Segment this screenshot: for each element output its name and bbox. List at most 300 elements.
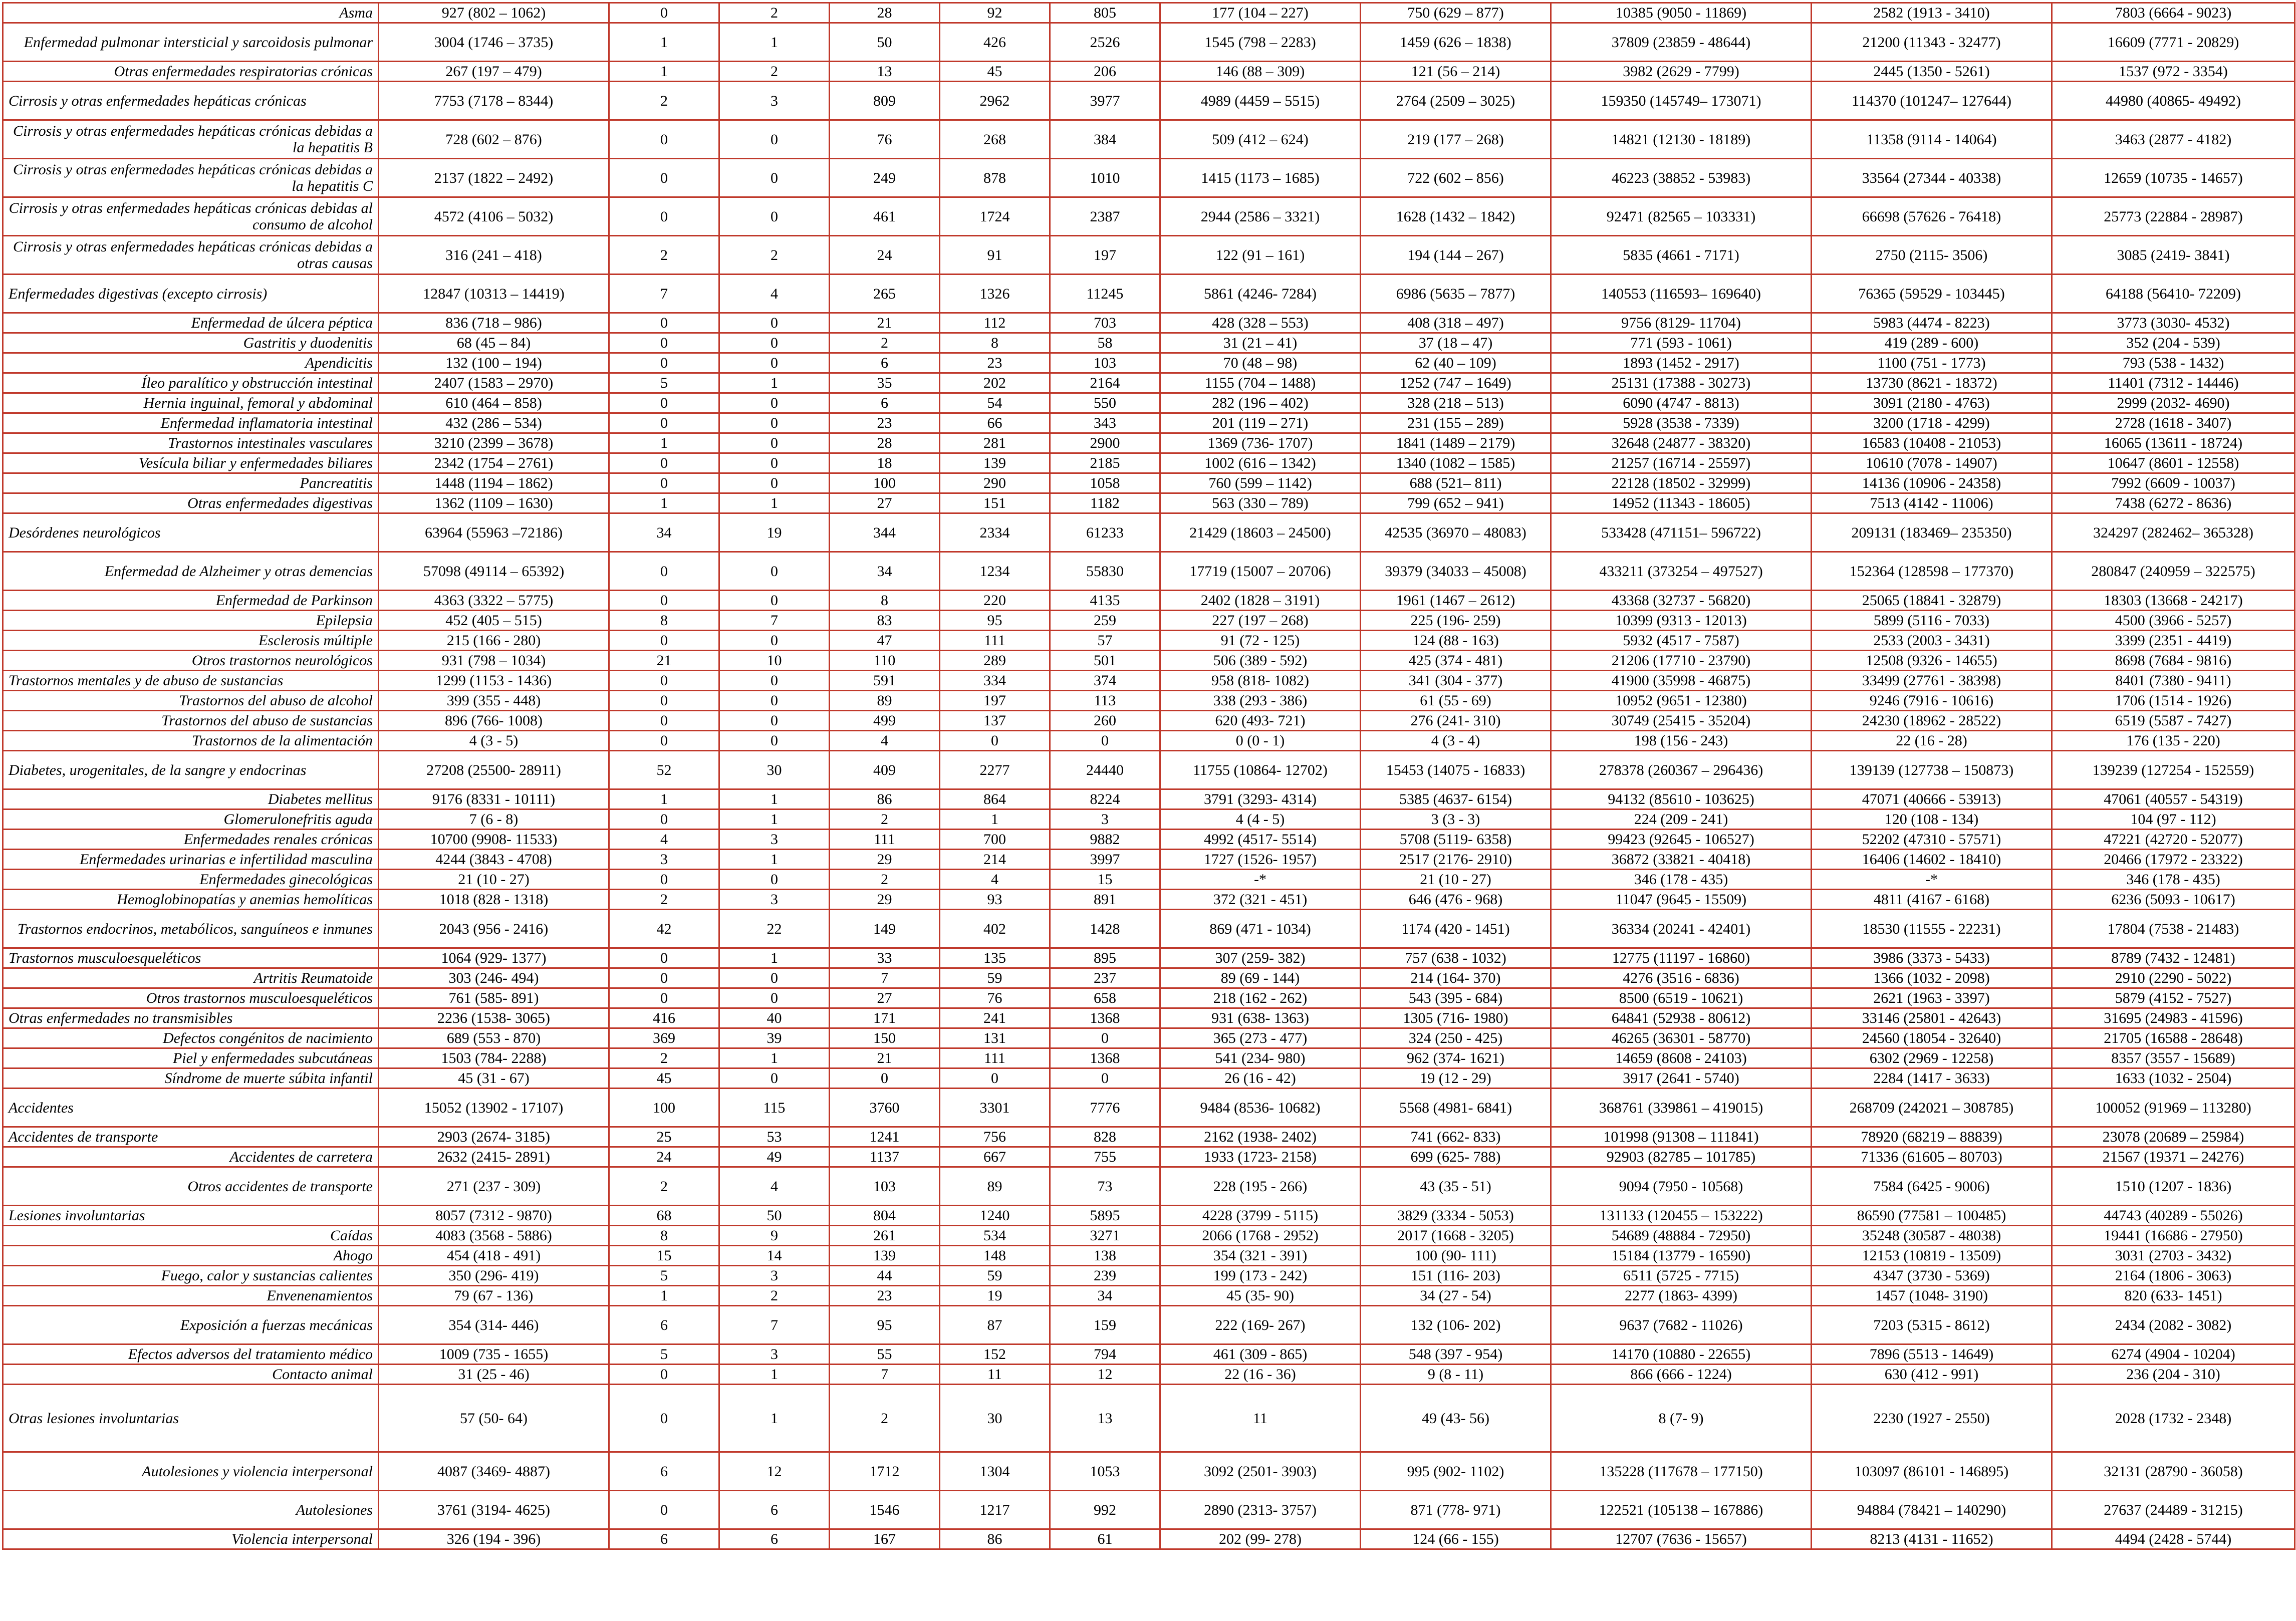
value-cell: 22 (16 - 36)	[1160, 1365, 1361, 1385]
value-cell: 46223 (38852 - 53983)	[1551, 159, 1812, 197]
value-cell: 563 (330 – 789)	[1160, 493, 1361, 513]
value-cell: 94132 (85610 - 103625)	[1551, 789, 1812, 809]
value-cell: 2750 (2115- 3506)	[1812, 236, 2052, 275]
value-cell: 12775 (11197 - 16860)	[1551, 948, 1812, 968]
row-label-cell: Diabetes, urogenitales, de la sangre y endocrinas	[3, 751, 379, 789]
value-cell: 29	[830, 850, 940, 870]
value-cell: 27637 (24489 - 31215)	[2052, 1491, 2295, 1529]
value-cell: 1002 (616 – 1342)	[1160, 453, 1361, 473]
value-cell: -*	[1160, 870, 1361, 890]
value-cell: 0	[609, 691, 719, 711]
row-label-cell: Fuego, calor y sustancias calientes	[3, 1266, 379, 1286]
value-cell: 21257 (16714 - 25597)	[1551, 453, 1812, 473]
value-cell: 688 (521– 811)	[1361, 473, 1551, 493]
value-cell: 57 (50- 64)	[379, 1385, 609, 1452]
value-cell: 201 (119 – 271)	[1160, 413, 1361, 433]
value-cell: 225 (196- 259)	[1361, 611, 1551, 631]
value-cell: 42535 (36970 – 48083)	[1361, 513, 1551, 552]
value-cell: 328 (218 – 513)	[1361, 393, 1551, 413]
table-row	[3, 1048, 2295, 1068]
row-label-cell: Piel y enfermedades subcutáneas	[3, 1048, 379, 1068]
row-label-cell: Envenenamientos	[3, 1286, 379, 1306]
value-cell: 95	[830, 1306, 940, 1344]
table-row	[3, 988, 2295, 1008]
value-cell: 3982 (2629 - 7799)	[1551, 62, 1812, 82]
value-cell: 3301	[940, 1089, 1050, 1127]
value-cell: 100052 (91969 – 113280)	[2052, 1089, 2295, 1127]
table-row	[3, 413, 2295, 433]
table-row	[3, 1385, 2295, 1452]
value-cell: 278378 (260367 – 296436)	[1551, 751, 1812, 789]
value-cell: 76365 (59529 - 103445)	[1812, 275, 2052, 313]
value-cell: 646 (476 - 968)	[1361, 890, 1551, 910]
value-cell: 5708 (5119- 6358)	[1361, 830, 1551, 850]
value-cell: 452 (405 – 515)	[379, 611, 609, 631]
value-cell: 131	[940, 1028, 1050, 1048]
value-cell: 100 (90- 111)	[1361, 1246, 1551, 1266]
data-table-sheet	[2, 2, 2294, 1619]
value-cell: 1724	[940, 197, 1050, 236]
value-cell: 334	[940, 671, 1050, 691]
value-cell: 0	[719, 591, 830, 611]
value-cell: 0	[609, 1491, 719, 1529]
value-cell: 4	[719, 1167, 830, 1206]
row-label-cell: Íleo paralítico y obstrucción intestinal	[3, 373, 379, 393]
value-cell: 866 (666 - 1224)	[1551, 1365, 1812, 1385]
value-cell: 3092 (2501- 3903)	[1160, 1452, 1361, 1491]
value-cell: 658	[1050, 988, 1160, 1008]
value-cell: 276 (241- 310)	[1361, 711, 1551, 731]
row-label-cell: Exposición a fuerzas mecánicas	[3, 1306, 379, 1344]
row-label-cell: Trastornos endocrinos, metabólicos, sanguíneos e inmunes	[3, 910, 379, 948]
value-cell: 2028 (1732 - 2348)	[2052, 1385, 2295, 1452]
value-cell: 9094 (7950 - 10568)	[1551, 1167, 1812, 1206]
value-cell: 64188 (56410- 72209)	[2052, 275, 2295, 313]
value-cell: 47071 (40666 - 53913)	[1812, 789, 2052, 809]
value-cell: 2277 (1863- 4399)	[1551, 1286, 1812, 1306]
value-cell: 26 (16 - 42)	[1160, 1068, 1361, 1089]
value-cell: 73	[1050, 1167, 1160, 1206]
value-cell: 1448 (1194 – 1862)	[379, 473, 609, 493]
value-cell: 2017 (1668 - 3205)	[1361, 1226, 1551, 1246]
value-cell: 0	[719, 552, 830, 591]
value-cell: 49 (43- 56)	[1361, 1385, 1551, 1452]
value-cell: 722 (602 – 856)	[1361, 159, 1551, 197]
value-cell: 231 (155 – 289)	[1361, 413, 1551, 433]
value-cell: 4	[940, 870, 1050, 890]
value-cell: 6	[719, 1491, 830, 1529]
value-cell: 6	[609, 1529, 719, 1549]
value-cell: 197	[940, 691, 1050, 711]
value-cell: 2	[830, 1385, 940, 1452]
value-cell: 1368	[1050, 1048, 1160, 1068]
value-cell: 2533 (2003 - 3431)	[1812, 631, 2052, 651]
value-cell: 11358 (9114 - 14064)	[1812, 120, 2052, 159]
value-cell: 2	[830, 333, 940, 353]
value-cell: 1841 (1489 – 2179)	[1361, 433, 1551, 453]
value-cell: 214	[940, 850, 1050, 870]
value-cell: 541 (234- 980)	[1160, 1048, 1361, 1068]
row-label-cell: Enfermedad de Alzheimer y otras demencias	[3, 552, 379, 591]
value-cell: 324297 (282462– 365328)	[2052, 513, 2295, 552]
value-cell: 3004 (1746 – 3735)	[379, 23, 609, 62]
value-cell: 52202 (47310 - 57571)	[1812, 830, 2052, 850]
value-cell: 432 (286 – 534)	[379, 413, 609, 433]
value-cell: 369	[609, 1028, 719, 1048]
row-label-cell: Accidentes de transporte	[3, 1127, 379, 1147]
value-cell: 794	[1050, 1344, 1160, 1365]
value-cell: 25065 (18841 - 32879)	[1812, 591, 2052, 611]
value-cell: 2632 (2415- 2891)	[379, 1147, 609, 1167]
table-row	[3, 373, 2295, 393]
value-cell: 6	[609, 1306, 719, 1344]
value-cell: 21	[830, 313, 940, 333]
value-cell: 3	[719, 82, 830, 120]
value-cell: 1893 (1452 - 2917)	[1551, 353, 1812, 373]
value-cell: 0	[719, 353, 830, 373]
value-cell: 7584 (6425 - 9006)	[1812, 1167, 2052, 1206]
value-cell: 2334	[940, 513, 1050, 552]
value-cell: 4244 (3843 - 4708)	[379, 850, 609, 870]
value-cell: 0	[609, 197, 719, 236]
value-cell: 1366 (1032 - 2098)	[1812, 968, 2052, 988]
value-cell: 31695 (24983 - 41596)	[2052, 1008, 2295, 1028]
value-cell: 151 (116- 203)	[1361, 1266, 1551, 1286]
value-cell: 0	[609, 413, 719, 433]
value-cell: 820 (633- 1451)	[2052, 1286, 2295, 1306]
value-cell: 148	[940, 1246, 1050, 1266]
value-cell: 79 (67 - 136)	[379, 1286, 609, 1306]
value-cell: 15	[1050, 870, 1160, 890]
value-cell: 303 (246- 494)	[379, 968, 609, 988]
value-cell: 34	[1050, 1286, 1160, 1306]
value-cell: 21 (10 - 27)	[1361, 870, 1551, 890]
value-cell: 343	[1050, 413, 1160, 433]
value-cell: 159350 (145749– 173071)	[1551, 82, 1812, 120]
value-cell: 2284 (1417 - 3633)	[1812, 1068, 2052, 1089]
value-cell: 40	[719, 1008, 830, 1028]
value-cell: 7753 (7178 – 8344)	[379, 82, 609, 120]
value-cell: 4	[609, 830, 719, 850]
value-cell: 4228 (3799 - 5115)	[1160, 1206, 1361, 1226]
value-cell: 15453 (14075 - 16833)	[1361, 751, 1551, 789]
value-cell: 1234	[940, 552, 1050, 591]
value-cell: 10	[719, 651, 830, 671]
value-cell: 239	[1050, 1266, 1160, 1286]
value-cell: 4572 (4106 – 5032)	[379, 197, 609, 236]
value-cell: 37 (18 – 47)	[1361, 333, 1551, 353]
value-cell: 282 (196 – 402)	[1160, 393, 1361, 413]
value-cell: 509 (412 – 624)	[1160, 120, 1361, 159]
value-cell: 11	[1160, 1385, 1361, 1452]
row-label-cell: Otras enfermedades digestivas	[3, 493, 379, 513]
value-cell: 1252 (747 – 1649)	[1361, 373, 1551, 393]
value-cell: 14136 (10906 - 24358)	[1812, 473, 2052, 493]
table-row	[3, 493, 2295, 513]
value-cell: 0	[719, 1068, 830, 1089]
value-cell: 864	[940, 789, 1050, 809]
row-label-cell: Artritis Reumatoide	[3, 968, 379, 988]
value-cell: 0	[719, 968, 830, 988]
value-cell: 5928 (3538 - 7339)	[1551, 413, 1812, 433]
value-cell: 869 (471 - 1034)	[1160, 910, 1361, 948]
value-cell: 3986 (3373 - 5433)	[1812, 948, 2052, 968]
value-cell: 1	[719, 948, 830, 968]
row-label-cell: Enfermedad inflamatoria intestinal	[3, 413, 379, 433]
value-cell: 0	[609, 948, 719, 968]
value-cell: 171	[830, 1008, 940, 1028]
value-cell: 13	[1050, 1385, 1160, 1452]
value-cell: 35248 (30587 - 48038)	[1812, 1226, 2052, 1246]
value-cell: 1	[609, 789, 719, 809]
value-cell: 689 (553 - 870)	[379, 1028, 609, 1048]
value-cell: 805	[1050, 3, 1160, 23]
value-cell: 281	[940, 433, 1050, 453]
value-cell: 354 (321 - 391)	[1160, 1246, 1361, 1266]
value-cell: 14170 (10880 - 22655)	[1551, 1344, 1812, 1365]
value-cell: 261	[830, 1226, 940, 1246]
value-cell: 3	[609, 850, 719, 870]
value-cell: 506 (389 - 592)	[1160, 651, 1361, 671]
value-cell: 2	[609, 1048, 719, 1068]
table-row	[3, 671, 2295, 691]
row-label-cell: Glomerulonefritis aguda	[3, 809, 379, 830]
row-label-cell: Vesícula biliar y enfermedades biliares	[3, 453, 379, 473]
value-cell: 1712	[830, 1452, 940, 1491]
value-cell: 757 (638 - 1032)	[1361, 948, 1551, 968]
value-cell: 30	[719, 751, 830, 789]
table-row	[3, 1167, 2295, 1206]
value-cell: 21 (10 - 27)	[379, 870, 609, 890]
value-cell: 1	[719, 809, 830, 830]
value-cell: 8	[830, 591, 940, 611]
value-cell: 50	[830, 23, 940, 62]
table-row	[3, 711, 2295, 731]
value-cell: 2999 (2032- 4690)	[2052, 393, 2295, 413]
row-label-cell: Trastornos mentales y de abuso de sustancias	[3, 671, 379, 691]
value-cell: 6	[830, 353, 940, 373]
value-cell: 152	[940, 1344, 1050, 1365]
table-row	[3, 1491, 2295, 1529]
value-cell: 2517 (2176- 2910)	[1361, 850, 1551, 870]
value-cell: 11401 (7312 - 14446)	[2052, 373, 2295, 393]
value-cell: 139	[830, 1246, 940, 1266]
value-cell: 804	[830, 1206, 940, 1226]
table-row	[3, 473, 2295, 493]
value-cell: 2185	[1050, 453, 1160, 473]
value-cell: 49	[719, 1147, 830, 1167]
value-cell: 218 (162 - 262)	[1160, 988, 1361, 1008]
value-cell: 177 (104 – 227)	[1160, 3, 1361, 23]
value-cell: 1	[719, 1365, 830, 1385]
value-cell: 426	[940, 23, 1050, 62]
value-cell: 2890 (2313- 3757)	[1160, 1491, 1361, 1529]
value-cell: 104 (97 - 112)	[2052, 809, 2295, 830]
value-cell: 350 (296- 419)	[379, 1266, 609, 1286]
value-cell: 14659 (8608 - 24103)	[1551, 1048, 1812, 1068]
value-cell: 326 (194 - 396)	[379, 1529, 609, 1549]
value-cell: 140553 (116593– 169640)	[1551, 275, 1812, 313]
value-cell: 7	[719, 1306, 830, 1344]
value-cell: 113	[1050, 691, 1160, 711]
value-cell: 21705 (16588 - 28648)	[2052, 1028, 2295, 1048]
value-cell: 18	[830, 453, 940, 473]
value-cell: 36872 (33821 - 40418)	[1551, 850, 1812, 870]
value-cell: 341 (304 - 377)	[1361, 671, 1551, 691]
table-row	[3, 968, 2295, 988]
value-cell: 1064 (929- 1377)	[379, 948, 609, 968]
value-cell: 2	[609, 1167, 719, 1206]
table-row	[3, 275, 2295, 313]
value-cell: 1155 (704 – 1488)	[1160, 373, 1361, 393]
value-cell: 290	[940, 473, 1050, 493]
value-cell: 0	[609, 731, 719, 751]
table-row	[3, 433, 2295, 453]
value-cell: 543 (395 - 684)	[1361, 988, 1551, 1008]
value-cell: 0	[719, 413, 830, 433]
value-cell: 8	[609, 1226, 719, 1246]
value-cell: 124 (88 - 163)	[1361, 631, 1551, 651]
table-row	[3, 611, 2295, 631]
value-cell: 0	[609, 631, 719, 651]
value-cell: 10385 (9050 - 11869)	[1551, 3, 1812, 23]
value-cell: 499	[830, 711, 940, 731]
row-label-cell: Otras lesiones involuntarias	[3, 1385, 379, 1452]
value-cell: 1304	[940, 1452, 1050, 1491]
value-cell: 3791 (3293- 4314)	[1160, 789, 1361, 809]
value-cell: 20466 (17972 - 23322)	[2052, 850, 2295, 870]
value-cell: 1240	[940, 1206, 1050, 1226]
value-cell: 99423 (92645 - 106527)	[1551, 830, 1812, 850]
value-cell: 1546	[830, 1491, 940, 1529]
value-cell: 32131 (28790 - 36058)	[2052, 1452, 2295, 1491]
table-row	[3, 1306, 2295, 1344]
value-cell: 43 (35 - 51)	[1361, 1167, 1551, 1206]
value-cell: 95	[940, 611, 1050, 631]
value-cell: 214 (164- 370)	[1361, 968, 1551, 988]
value-cell: 8	[609, 611, 719, 631]
value-cell: 1	[609, 493, 719, 513]
value-cell: 25773 (22884 - 28987)	[2052, 197, 2295, 236]
value-cell: 12	[719, 1452, 830, 1491]
value-cell: 0	[719, 631, 830, 651]
row-label-cell: Trastornos intestinales vasculares	[3, 433, 379, 453]
table-row	[3, 393, 2295, 413]
value-cell: 2164	[1050, 373, 1160, 393]
value-cell: 0	[609, 313, 719, 333]
value-cell: 53	[719, 1127, 830, 1147]
value-cell: 91	[940, 236, 1050, 275]
value-cell: 408 (318 – 497)	[1361, 313, 1551, 333]
value-cell: 146 (88 – 309)	[1160, 62, 1361, 82]
value-cell: 228 (195 - 266)	[1160, 1167, 1361, 1206]
value-cell: 0	[609, 1385, 719, 1452]
table-row	[3, 120, 2295, 159]
value-cell: 3	[1050, 809, 1160, 830]
value-cell: 0	[719, 333, 830, 353]
value-cell: 2066 (1768 - 2952)	[1160, 1226, 1361, 1246]
row-label-cell: Asma	[3, 3, 379, 23]
value-cell: 265	[830, 275, 940, 313]
value-cell: 461	[830, 197, 940, 236]
value-cell: 1137	[830, 1147, 940, 1167]
value-cell: 548 (397 - 954)	[1361, 1344, 1551, 1365]
value-cell: 50	[719, 1206, 830, 1226]
value-cell: 828	[1050, 1127, 1160, 1147]
row-label-cell: Cirrosis y otras enfermedades hepáticas crónicas	[3, 82, 379, 120]
value-cell: 120 (108 - 134)	[1812, 809, 2052, 830]
value-cell: 2903 (2674- 3185)	[379, 1127, 609, 1147]
row-label-cell: Enfermedades urinarias e infertilidad masculina	[3, 850, 379, 870]
value-cell: 0	[940, 1068, 1050, 1089]
value-cell: 1503 (784- 2288)	[379, 1048, 609, 1068]
value-cell: 7513 (4142 - 11006)	[1812, 493, 2052, 513]
value-cell: 23	[830, 1286, 940, 1306]
value-cell: 0	[609, 988, 719, 1008]
row-label-cell: Ahogo	[3, 1246, 379, 1266]
value-cell: 1053	[1050, 1452, 1160, 1491]
value-cell: 68 (45 – 84)	[379, 333, 609, 353]
value-cell: 33146 (25801 - 42643)	[1812, 1008, 2052, 1028]
value-cell: 2277	[940, 751, 1050, 789]
value-cell: 7	[830, 968, 940, 988]
row-label-cell: Enfermedad de Parkinson	[3, 591, 379, 611]
value-cell: 1	[719, 23, 830, 62]
value-cell: 5385 (4637- 6154)	[1361, 789, 1551, 809]
value-cell: 0	[719, 159, 830, 197]
value-cell: 550	[1050, 393, 1160, 413]
value-cell: 64841 (52938 - 80612)	[1551, 1008, 1812, 1028]
value-cell: 7896 (5513 - 14649)	[1812, 1344, 2052, 1365]
value-cell: 132 (100 – 194)	[379, 353, 609, 373]
value-cell: 103097 (86101 - 146895)	[1812, 1452, 2052, 1491]
value-cell: 1	[719, 789, 830, 809]
value-cell: 8057 (7312 - 9870)	[379, 1206, 609, 1226]
value-cell: 3210 (2399 – 3678)	[379, 433, 609, 453]
value-cell: 122 (91 – 161)	[1160, 236, 1361, 275]
value-cell: 4992 (4517- 5514)	[1160, 830, 1361, 850]
table-row	[3, 1147, 2295, 1167]
row-label-cell: Síndrome de muerte súbita infantil	[3, 1068, 379, 1089]
value-cell: 7776	[1050, 1089, 1160, 1127]
value-cell: 22	[719, 910, 830, 948]
value-cell: 76	[940, 988, 1050, 1008]
value-cell: 151	[940, 493, 1050, 513]
value-cell: 139	[940, 453, 1050, 473]
value-cell: 4135	[1050, 591, 1160, 611]
value-cell: 8500 (6519 - 10621)	[1551, 988, 1812, 1008]
value-cell: 21567 (19371 – 24276)	[2052, 1147, 2295, 1167]
value-cell: 61233	[1050, 513, 1160, 552]
table-row	[3, 236, 2295, 275]
value-cell: 0	[719, 473, 830, 493]
value-cell: 750 (629 – 877)	[1361, 3, 1551, 23]
value-cell: 124 (66 - 155)	[1361, 1529, 1551, 1549]
table-row	[3, 1068, 2295, 1089]
value-cell: 4363 (3322 – 5775)	[379, 591, 609, 611]
value-cell: 19 (12 - 29)	[1361, 1068, 1551, 1089]
value-cell: 8401 (7380 - 9411)	[2052, 671, 2295, 691]
value-cell: 533428 (471151– 596722)	[1551, 513, 1812, 552]
value-cell: 4989 (4459 – 5515)	[1160, 82, 1361, 120]
value-cell: 0	[719, 731, 830, 751]
value-cell: 2236 (1538- 3065)	[379, 1008, 609, 1028]
value-cell: 5	[609, 373, 719, 393]
value-cell: 1633 (1032 - 2504)	[2052, 1068, 2295, 1089]
table-row	[3, 1206, 2295, 1226]
value-cell: 132 (106- 202)	[1361, 1306, 1551, 1344]
value-cell: 1415 (1173 – 1685)	[1160, 159, 1361, 197]
